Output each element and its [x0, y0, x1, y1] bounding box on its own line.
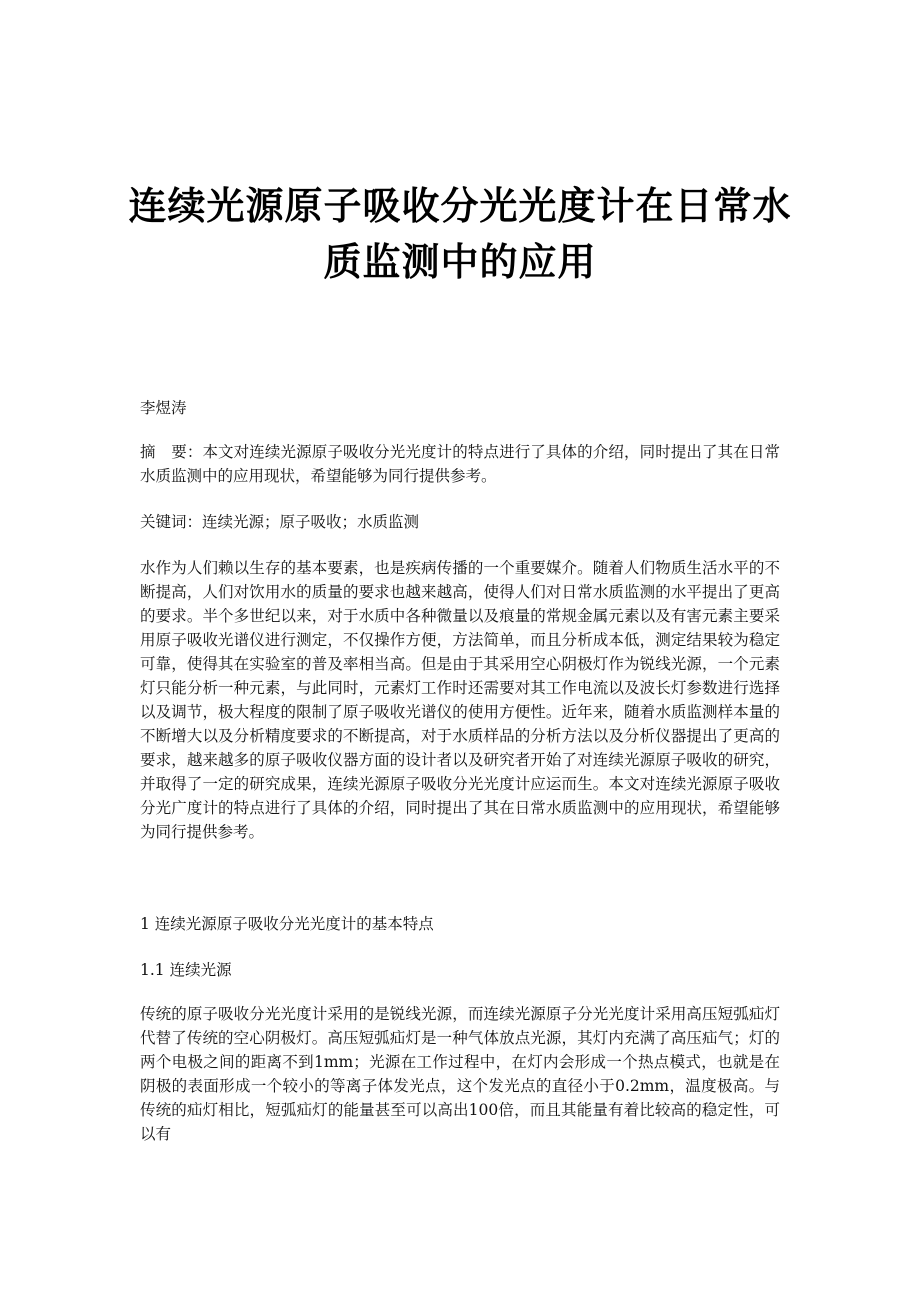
author-name: 李煜涛	[140, 399, 187, 417]
keywords-line: 关键词：连续光源；原子吸收；水质监测	[140, 513, 420, 531]
section-1-1-heading: 1.1 连续光源	[140, 961, 232, 979]
abstract-paragraph: 摘 要：本文对连续光源原子吸收分光光度计的特点进行了具体的介绍，同时提出了其在日常水质监测中的应用现状，希望能够为同行提供参考。	[140, 443, 780, 485]
section-1-heading: 1 连续光源原子吸收分光光度计的基本特点	[140, 915, 434, 933]
intro-paragraph: 水作为人们赖以生存的基本要素，也是疾病传播的一个重要媒介。随着人们物质生活水平的不断提高，人们对饮用水的质量的要求也越来越高，使得人们对日常水质监测的水平提出了更高的要求。半个多世纪以来，对于水质中各种微量以及痕量的常规金属元素以及有害元素主要采用原子吸收光谱仪进行测定，不仅操作方便，方法简单，而且分析成本低，测定结果较为稳定可靠，使得其在实验室的普及率相当高。但是由于其采用空心阴极灯作为锐线光源，一个元素灯只能分析一种元素，与此同时，元素灯工作时还需要对其工作电流以及波长灯参数进行选择以及调节，极大程度的限制了原子吸收光谱仪的使用方便性。近年来，随着水质监测样本量的不断增大以及分析精度要求的不断提高，对于水质样品的分析方法以及分析仪器提出了更高的要求，越来越多的原子吸收仪器方面的设计者以及研究者开始了对连续光源原子吸收的研究，并取得了一定的研究成果，连续光源原子吸收分光光度计应运而生。本文对连续光源原子吸收分光广度计的特点进行了具体的介绍，同时提出了其在日常水质监测中的应用现状，希望能够为同行提供参考。	[140, 559, 780, 841]
section-1-1-paragraph: 传统的原子吸收分光光度计采用的是锐线光源，而连续光源原子分光光度计采用高压短弧疝灯代替了传统的空心阴极灯。高压短弧疝灯是一种气体放点光源，其灯内充满了高压疝气；灯的两个电极之间的距离不到1mm；光源在工作过程中，在灯内会形成一个热点模式，也就是在阴极的表面形成一个较小的等离子体发光点，这个发光点的直径小于0.2mm，温度极高。与传统的疝灯相比，短弧疝灯的能量甚至可以高出100倍，而且其能量有着比较高的稳定性，可以有	[140, 1005, 780, 1143]
document-title: 连续光源原子吸收分光光度计在日常水质监测中的应用	[128, 184, 792, 284]
